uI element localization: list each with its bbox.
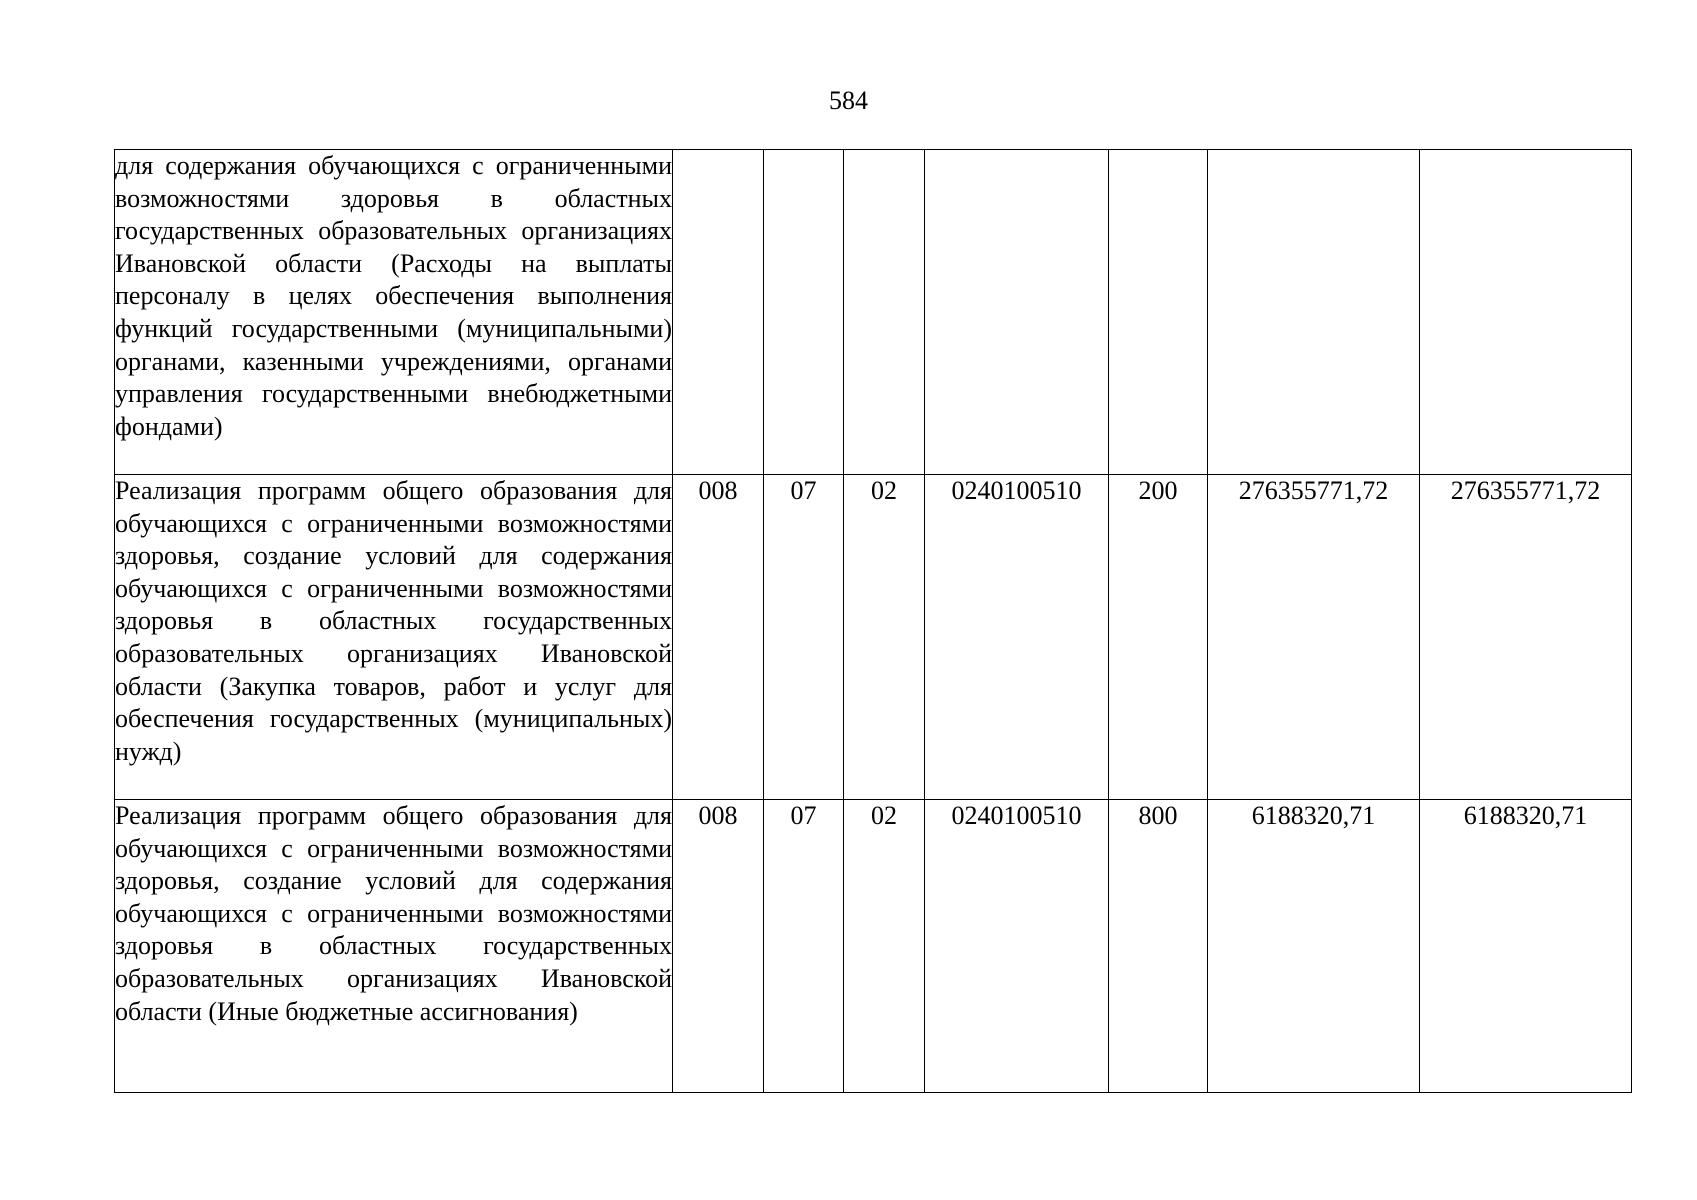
amount-cell: 6188320,71 <box>1208 800 1420 1093</box>
target-article-code: 0240100510 <box>925 800 1109 1093</box>
target-article-code: 0240100510 <box>925 475 1109 800</box>
row-description: Реализация программ общего образования для обучающихся с ограниченными возможностями здоровья, создание условий для содержания обучающихся с ограниченными возможностями здоровья в областных государственных образовательных организациях Ивановской области (Закупка товаров, работ и услуг для обеспечения государственных (муниципальных) нужд) <box>115 475 673 800</box>
section-code <box>764 150 844 475</box>
amount-cell: 276355771,72 <box>1420 475 1632 800</box>
section-code: 07 <box>764 800 844 1093</box>
subsection-code: 02 <box>844 800 925 1093</box>
ministry-code <box>673 150 764 475</box>
ministry-code: 008 <box>673 475 764 800</box>
expense-type-code: 800 <box>1109 800 1208 1093</box>
expense-type-code: 200 <box>1109 475 1208 800</box>
table-row <box>115 150 1632 475</box>
section-code: 07 <box>764 475 844 800</box>
subsection-code: 02 <box>844 475 925 800</box>
ministry-code: 008 <box>673 800 764 1093</box>
target-article-code <box>925 150 1109 475</box>
row-description: для содержания обучающихся с ограниченными возможностями здоровья в областных государственных образовательных организациях Ивановской области (Расходы на выплаты персоналу в целях обеспечения выполнения функций государственными (муниципальными) органами, казенными учреждениями, органами управления государственными внебюджетными фондами) <box>115 150 673 475</box>
amount-cell <box>1208 150 1420 475</box>
table-row <box>115 800 1632 1093</box>
subsection-code <box>844 150 925 475</box>
page-number: 584 <box>829 86 868 115</box>
expense-type-code <box>1109 150 1208 475</box>
amount-cell <box>1420 150 1632 475</box>
row-description: Реализация программ общего образования для обучающихся с ограниченными возможностями здоровья, создание условий для содержания обучающихся с ограниченными возможностями здоровья в областных государственных образовательных организациях Ивановской области (Иные бюджетные ассигнования) <box>115 800 673 1093</box>
amount-cell: 6188320,71 <box>1420 800 1632 1093</box>
amount-cell: 276355771,72 <box>1208 475 1420 800</box>
budget-table <box>114 149 1632 1093</box>
table-row <box>115 475 1632 800</box>
